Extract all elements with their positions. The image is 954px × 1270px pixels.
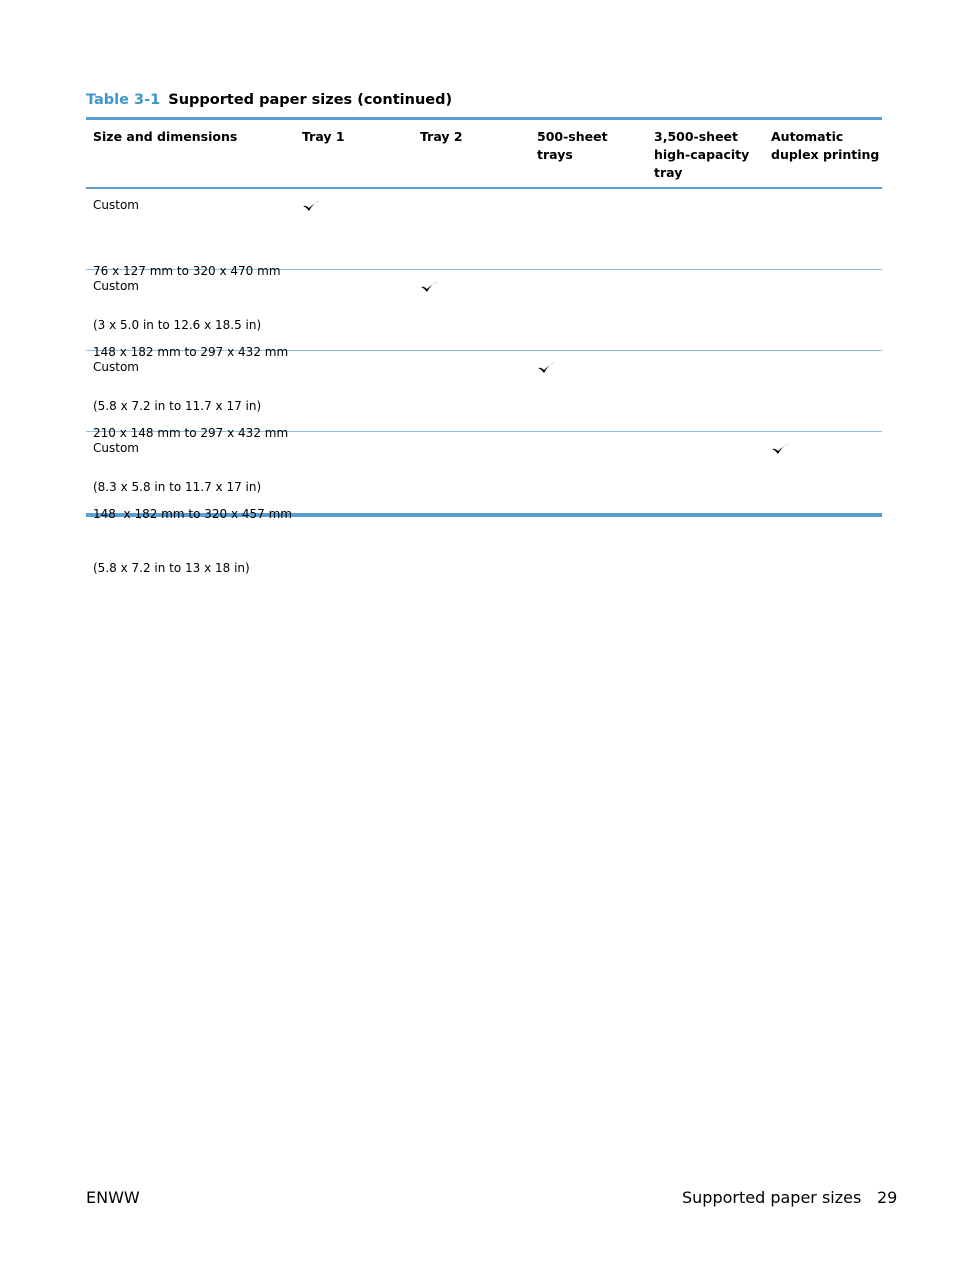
row-label: Custom [93,360,139,374]
table-number: Table 3-1 [86,92,161,108]
row-label: Custom [93,198,139,212]
row-dimensions: 76 x 127 mm to 320 x 470 mm (3 x 5.0 in to 12.6 x 18.5 in) [93,264,281,332]
header-500-sheet-trays: 500-sheet trays [537,129,608,162]
table-header [86,120,882,189]
table-title: Supported paper sizes (continued) [168,92,453,108]
row-dimensions: 210 x 148 mm to 297 x 432 mm (8.3 x 5.8 in to 11.7 x 17 in) [93,426,289,494]
checkmark-icon [537,361,557,375]
table-row [86,351,882,494]
row-dimensions: 148 x 182 mm to 297 x 432 mm (5.8 x 7.2 in to 11.7 x 17 in) [93,345,289,413]
checkmark-icon [302,199,322,213]
table-row [86,270,882,413]
table-row [86,189,882,332]
header-tray-2: Tray 2 [420,129,463,144]
checkmark-icon [420,280,440,294]
table-row [86,432,882,575]
header-3500-sheet-tray: 3,500-sheet high-capacity tray [654,129,750,180]
page-number: 29 [877,1188,898,1207]
footer-enww: ENWW [86,1188,140,1207]
paper-sizes-table [86,117,882,575]
footer-section-title: Supported paper sizes [682,1188,862,1207]
row-dimensions: 148 x 182 mm to 320 x 457 mm (5.8 x 7.2 in to 13 x 18 in) [93,507,292,575]
header-size-and-dimensions: Size and dimensions [93,129,238,144]
header-automatic-duplex: Automatic duplex printing [771,129,880,162]
header-tray-1: Tray 1 [302,129,345,144]
row-label: Custom [93,441,139,455]
checkmark-icon [771,442,791,456]
row-label: Custom [93,279,139,293]
table-caption [86,92,452,108]
